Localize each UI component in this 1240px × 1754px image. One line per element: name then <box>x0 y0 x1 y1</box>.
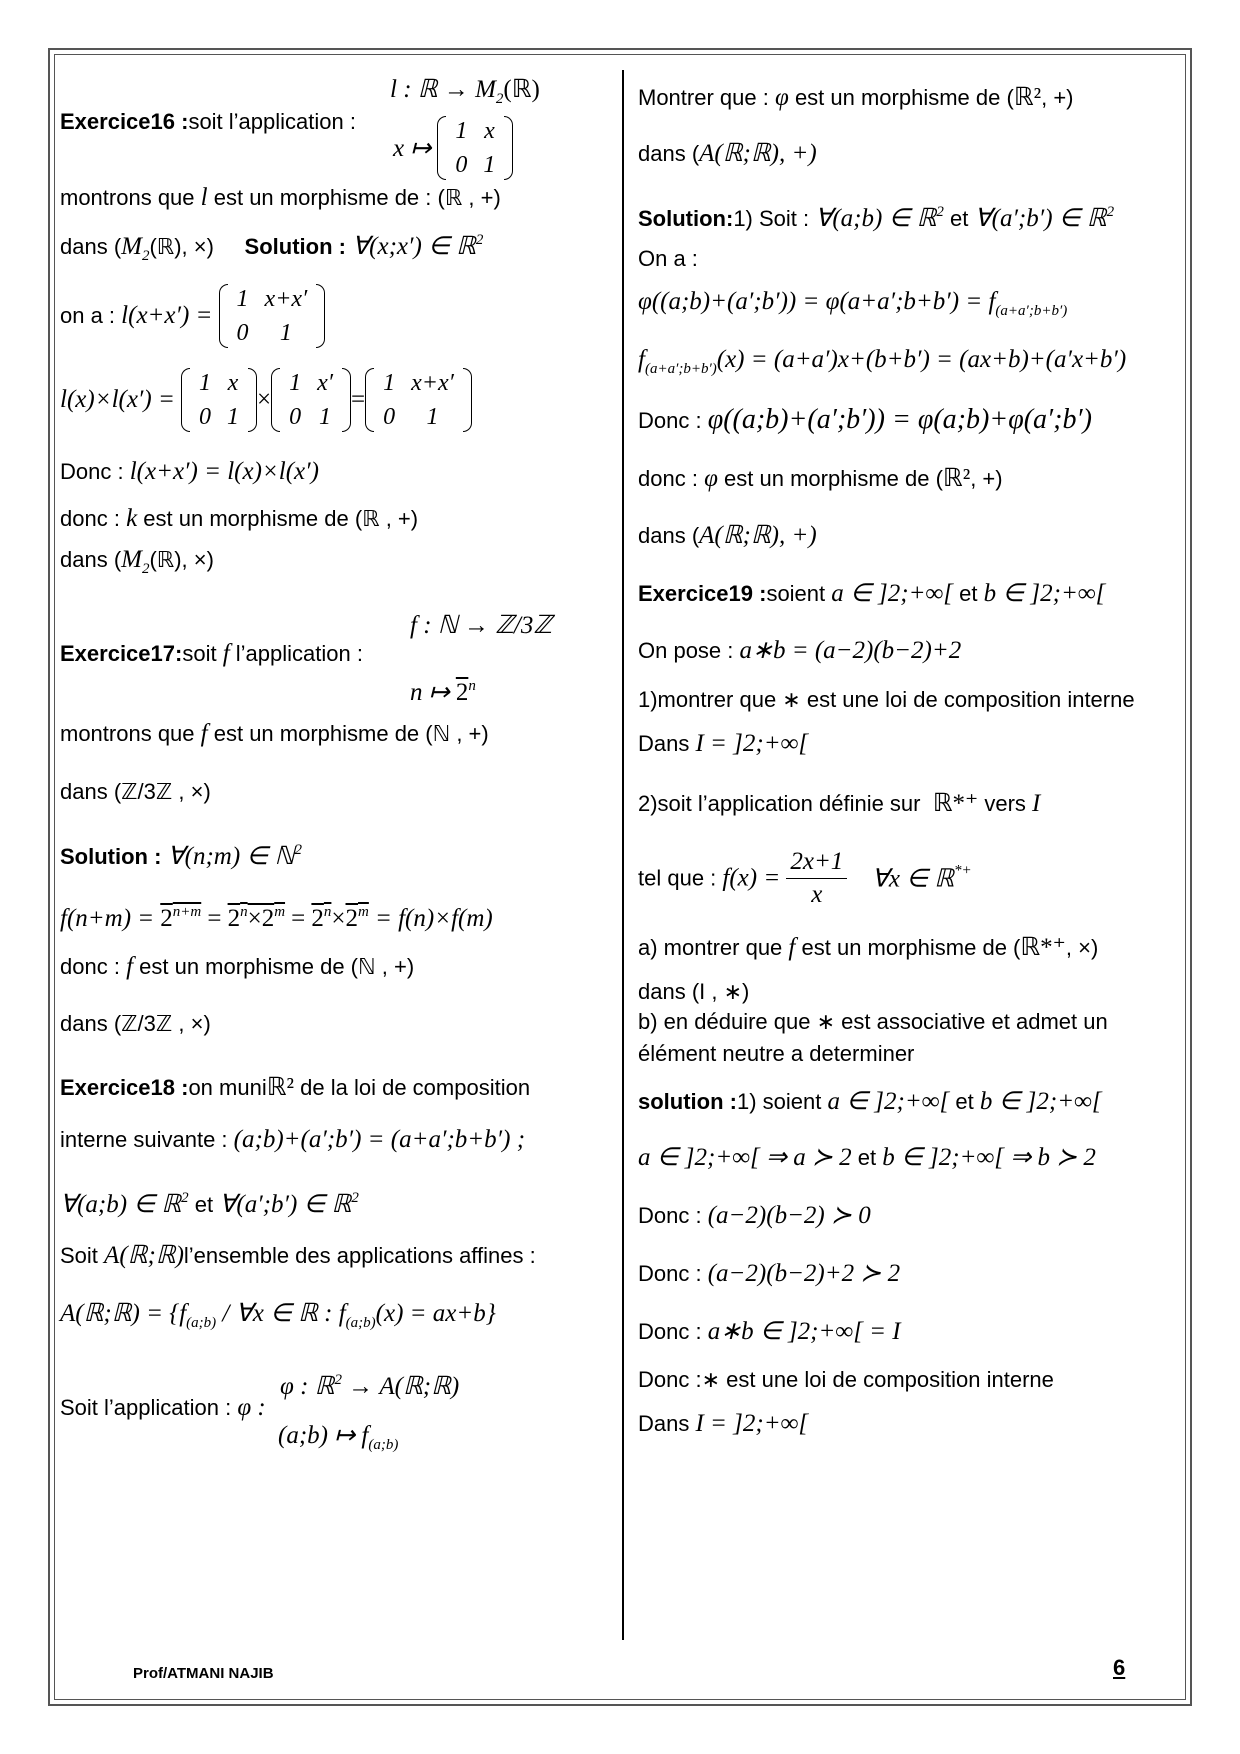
ex17-line-dans: dans (ℤ/3ℤ , ×) <box>60 779 211 804</box>
ex17-dans: dans (ℤ/3ℤ , ×) <box>60 1011 211 1036</box>
ex16-matrix-sum: 1 x+x′ 0 1 <box>219 282 326 350</box>
ex16-map-line2: x ↦ 1 x 0 1 <box>393 114 513 182</box>
ex19-fraction: $\frac{2x+1}{x}$ <box>786 846 847 911</box>
ex17-map-line1: f : ℕ → ℤ/3ℤ <box>410 612 552 639</box>
ex17-line-show: montrons que f est un morphisme de (ℕ , +) <box>60 720 489 747</box>
ex19-q2-def: tel que : f(x) = $\frac{2x+1}{x}$ ∀x ∈ ℝ*+ <box>638 846 972 911</box>
ex19-s-l2: a ∈ ]2;+∞[ ⇒ a ≻ 2 et b ∈ ]2;+∞[ ⇒ b ≻ 2 <box>638 1144 1096 1171</box>
ex18-map-line2: (a;b) ↦ $f_{(a;b)}$ <box>278 1422 399 1453</box>
r-show-morph: Montrer que : φ est un morphisme de (ℝ², +) <box>638 84 1074 111</box>
page-number: 6 <box>1113 1655 1126 1680</box>
r-dans2: dans (A(ℝ;ℝ), +) <box>638 522 817 549</box>
ex17-donc: donc : f est un morphisme de (ℕ , +) <box>60 953 415 980</box>
ex18-law: interne suivante : (a;b)+(a′;b′) = (a+a′;b+b′) ; <box>60 1126 526 1153</box>
ex16-line-ona: on a : l(x+x′) = 1 x+x′ 0 1 <box>60 282 325 350</box>
ex18-affine-def: A(ℝ;ℝ) = {$f_{(a;b)}$ / ∀x ∈ ℝ : $f_{(a;b)}(x) = ax+b$} <box>60 1300 496 1331</box>
ex17-map-line2: n ↦ 2$^n$ <box>410 678 476 706</box>
ex19-pose: On pose : a∗b = (a−2)(b−2)+2 <box>638 637 962 664</box>
r-eq2: $f_{(a+a';b+b')}(x) = (a+a')x+(b+b') = (ax+b)+(a'x+b')$ <box>638 346 1127 377</box>
ex19-s-d5: Dans I = ]2;+∞[ <box>638 1410 809 1437</box>
ex16-matrix-b: 1 x′ 0 1 <box>271 366 351 434</box>
ex16-dans2: dans ($M_2(ℝ)$, ×) <box>60 546 214 577</box>
ex19-s-d2: Donc : (a−2)(b−2)+2 ≻ 2 <box>638 1260 901 1287</box>
ex19-s-d4: Donc :∗ est une loi de composition interne <box>638 1367 1054 1392</box>
ex19-qb2: élément neutre a determiner <box>638 1041 915 1066</box>
ex19-q2: 2)soit l’application définie sur ℝ*⁺ vers I <box>638 790 1041 817</box>
footer-author: Prof/ATMANI NAJIB <box>133 1665 274 1682</box>
ex18-affine-set: Soit A(ℝ;ℝ)l’ensemble des applications affines : <box>60 1242 536 1269</box>
r-donc2: donc : φ est un morphisme de (ℝ², +) <box>638 465 1003 492</box>
ex17-solution: Solution : ∀(n;m) ∈ ℕ$^2$ <box>60 842 302 870</box>
ex19-qa2: dans (I , ∗) <box>638 979 750 1004</box>
ex19-heading: Exercice19 :soient a ∈ ]2;+∞[ et b ∈ ]2;+∞[ <box>638 580 1106 607</box>
ex19-solution: solution :1) soient a ∈ ]2;+∞[ et b ∈ ]2;+∞[ <box>638 1088 1102 1115</box>
ex19-s-d3: Donc : a∗b ∈ ]2;+∞[ = I <box>638 1318 901 1345</box>
ex16-donc2: donc : k est un morphisme de (ℝ , +) <box>60 505 419 532</box>
ex16-donc1: Donc : l(x+x′) = l(x)×l(x′) <box>60 458 319 485</box>
ex16-matrix-a: 1 x 0 1 <box>181 366 257 434</box>
ex19-qa: a) montrer que f est un morphisme de (ℝ*⁺, ×) <box>638 934 1099 961</box>
r-donc1: Donc : φ((a;b)+(a′;b′)) = φ(a;b)+φ(a′;b′) <box>638 404 1092 435</box>
ex19-q1: 1)montrer que ∗ est une loi de composition interne <box>638 687 1135 712</box>
ex19-qb1: b) en déduire que ∗ est associative et admet un <box>638 1009 1108 1034</box>
ex16-line-dans: dans ($M_2(ℝ)$, ×) Solution : ∀(x;x′) ∈ ℝ$^2$ <box>60 232 484 264</box>
r-ona: On a : <box>638 246 698 271</box>
ex16-map-line1: l : ℝ → $M_2(ℝ)$ <box>390 76 540 107</box>
ex16-line-show: montrons que l est un morphisme de : (ℝ , +) <box>60 184 501 211</box>
ex18-heading: Exercice18 :on muniℝ² de la loi de composition <box>60 1074 531 1101</box>
ex17-heading: Exercice17:soit f l’application : <box>60 640 363 667</box>
ex19-s-d1: Donc : (a−2)(b−2) ≻ 0 <box>638 1202 871 1229</box>
ex18-forall: ∀(a;b) ∈ ℝ$^2$ et ∀(a′;b′) ∈ ℝ$^2$ <box>60 1190 359 1218</box>
ex16-matrix-c: 1 x+x′ 0 1 <box>365 366 472 434</box>
column-divider <box>622 70 624 1640</box>
r-solution: Solution:1) Soit : ∀(a;b) ∈ ℝ$^2$ et ∀(a′;b′) ∈ ℝ$^2$ <box>638 204 1115 232</box>
ex18-map-heading: Soit l’application : φ : <box>60 1394 266 1421</box>
ex19-q1b: Dans I = ]2;+∞[ <box>638 730 809 757</box>
ex18-map-line1: φ : ℝ$^2$ → A(ℝ;ℝ) <box>280 1372 460 1400</box>
ex16-matrix-def: 1 x 0 1 <box>437 114 513 182</box>
ex16-heading: Exercice16 :soit l’application : <box>60 109 356 134</box>
ex17-equation: $f(n+m) = 2^{n+m} = 2^n\times 2^m = 2^n\times 2^m = f(n)\times f(m)$ <box>60 904 493 932</box>
r-dans1: dans (A(ℝ;ℝ), +) <box>638 140 817 167</box>
r-eq1: φ((a;b)+(a′;b′)) = φ(a+a′;b+b′) = $f_{(a+a';b+b')}$ <box>638 288 1068 319</box>
ex16-line-product: l(x)×l(x′) = 1 x 0 1 × 1 x′ 0 1 = 1 x+x′ 0 1 <box>60 366 472 434</box>
